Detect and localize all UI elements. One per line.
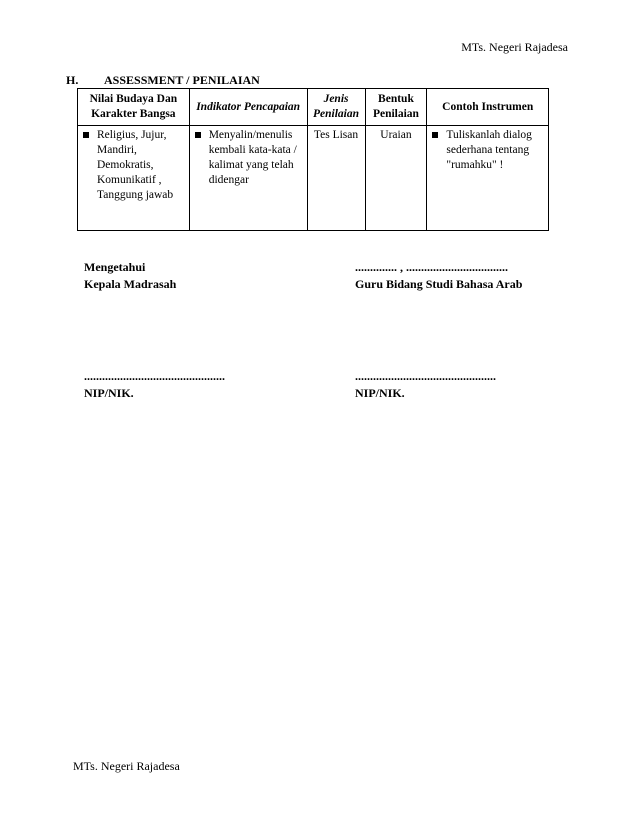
section-heading bbox=[66, 73, 260, 88]
cell-nilai bbox=[78, 126, 190, 231]
col-header-nilai: Nilai Budaya Dan Karakter Bangsa bbox=[78, 89, 190, 126]
cell-bentuk: Uraian bbox=[365, 126, 427, 231]
col-header-contoh: Contoh Instrumen bbox=[427, 89, 549, 126]
signature-left-heading bbox=[84, 259, 176, 293]
signature-right-heading bbox=[355, 259, 522, 293]
cell-indikator-text: Menyalin/menulis kembali kata-kata / kalimat yang telah didengar bbox=[208, 129, 297, 186]
cell-nilai-text: Religius, Jujur, Mandiri, Demokratis, Komunikatif , Tanggung jawab bbox=[97, 129, 174, 201]
signature-right-footer bbox=[355, 368, 496, 402]
signature-right-nip: NIP/NIK. bbox=[355, 386, 405, 400]
cell-indikator bbox=[189, 126, 307, 231]
signature-right-line2: Guru Bidang Studi Bahasa Arab bbox=[355, 277, 523, 291]
table-row bbox=[78, 126, 549, 231]
col-header-indikator: Indikator Pencapaian bbox=[189, 89, 307, 126]
signature-left-line2: Kepala Madrasah bbox=[84, 277, 177, 291]
square-bullet-icon bbox=[195, 132, 201, 138]
section-title: ASSESSMENT / PENILAIAN bbox=[104, 73, 260, 87]
cell-contoh bbox=[427, 126, 549, 231]
signature-left-dots: ............................................... bbox=[84, 369, 225, 383]
square-bullet-icon bbox=[432, 132, 438, 138]
signature-left-line1: Mengetahui bbox=[84, 260, 146, 274]
signature-left-footer bbox=[84, 368, 225, 402]
cell-jenis: Tes Lisan bbox=[307, 126, 365, 231]
table-header-row bbox=[78, 89, 549, 126]
section-number: H. bbox=[66, 73, 79, 87]
signature-right-dots: ............................................... bbox=[355, 369, 496, 383]
page-footer: MTs. Negeri Rajadesa bbox=[73, 759, 180, 773]
col-header-bentuk: Bentuk Penilaian bbox=[365, 89, 427, 126]
cell-contoh-text: Tuliskanlah dialog sederhana tentang "rumahku" ! bbox=[446, 129, 532, 171]
page-header: MTs. Negeri Rajadesa bbox=[461, 40, 568, 54]
col-header-jenis: Jenis Penilaian bbox=[307, 89, 365, 126]
square-bullet-icon bbox=[83, 132, 89, 138]
assessment-table bbox=[77, 88, 549, 231]
signature-right-line1: .............. , .................................. bbox=[355, 260, 508, 274]
signature-left-nip: NIP/NIK. bbox=[84, 386, 134, 400]
